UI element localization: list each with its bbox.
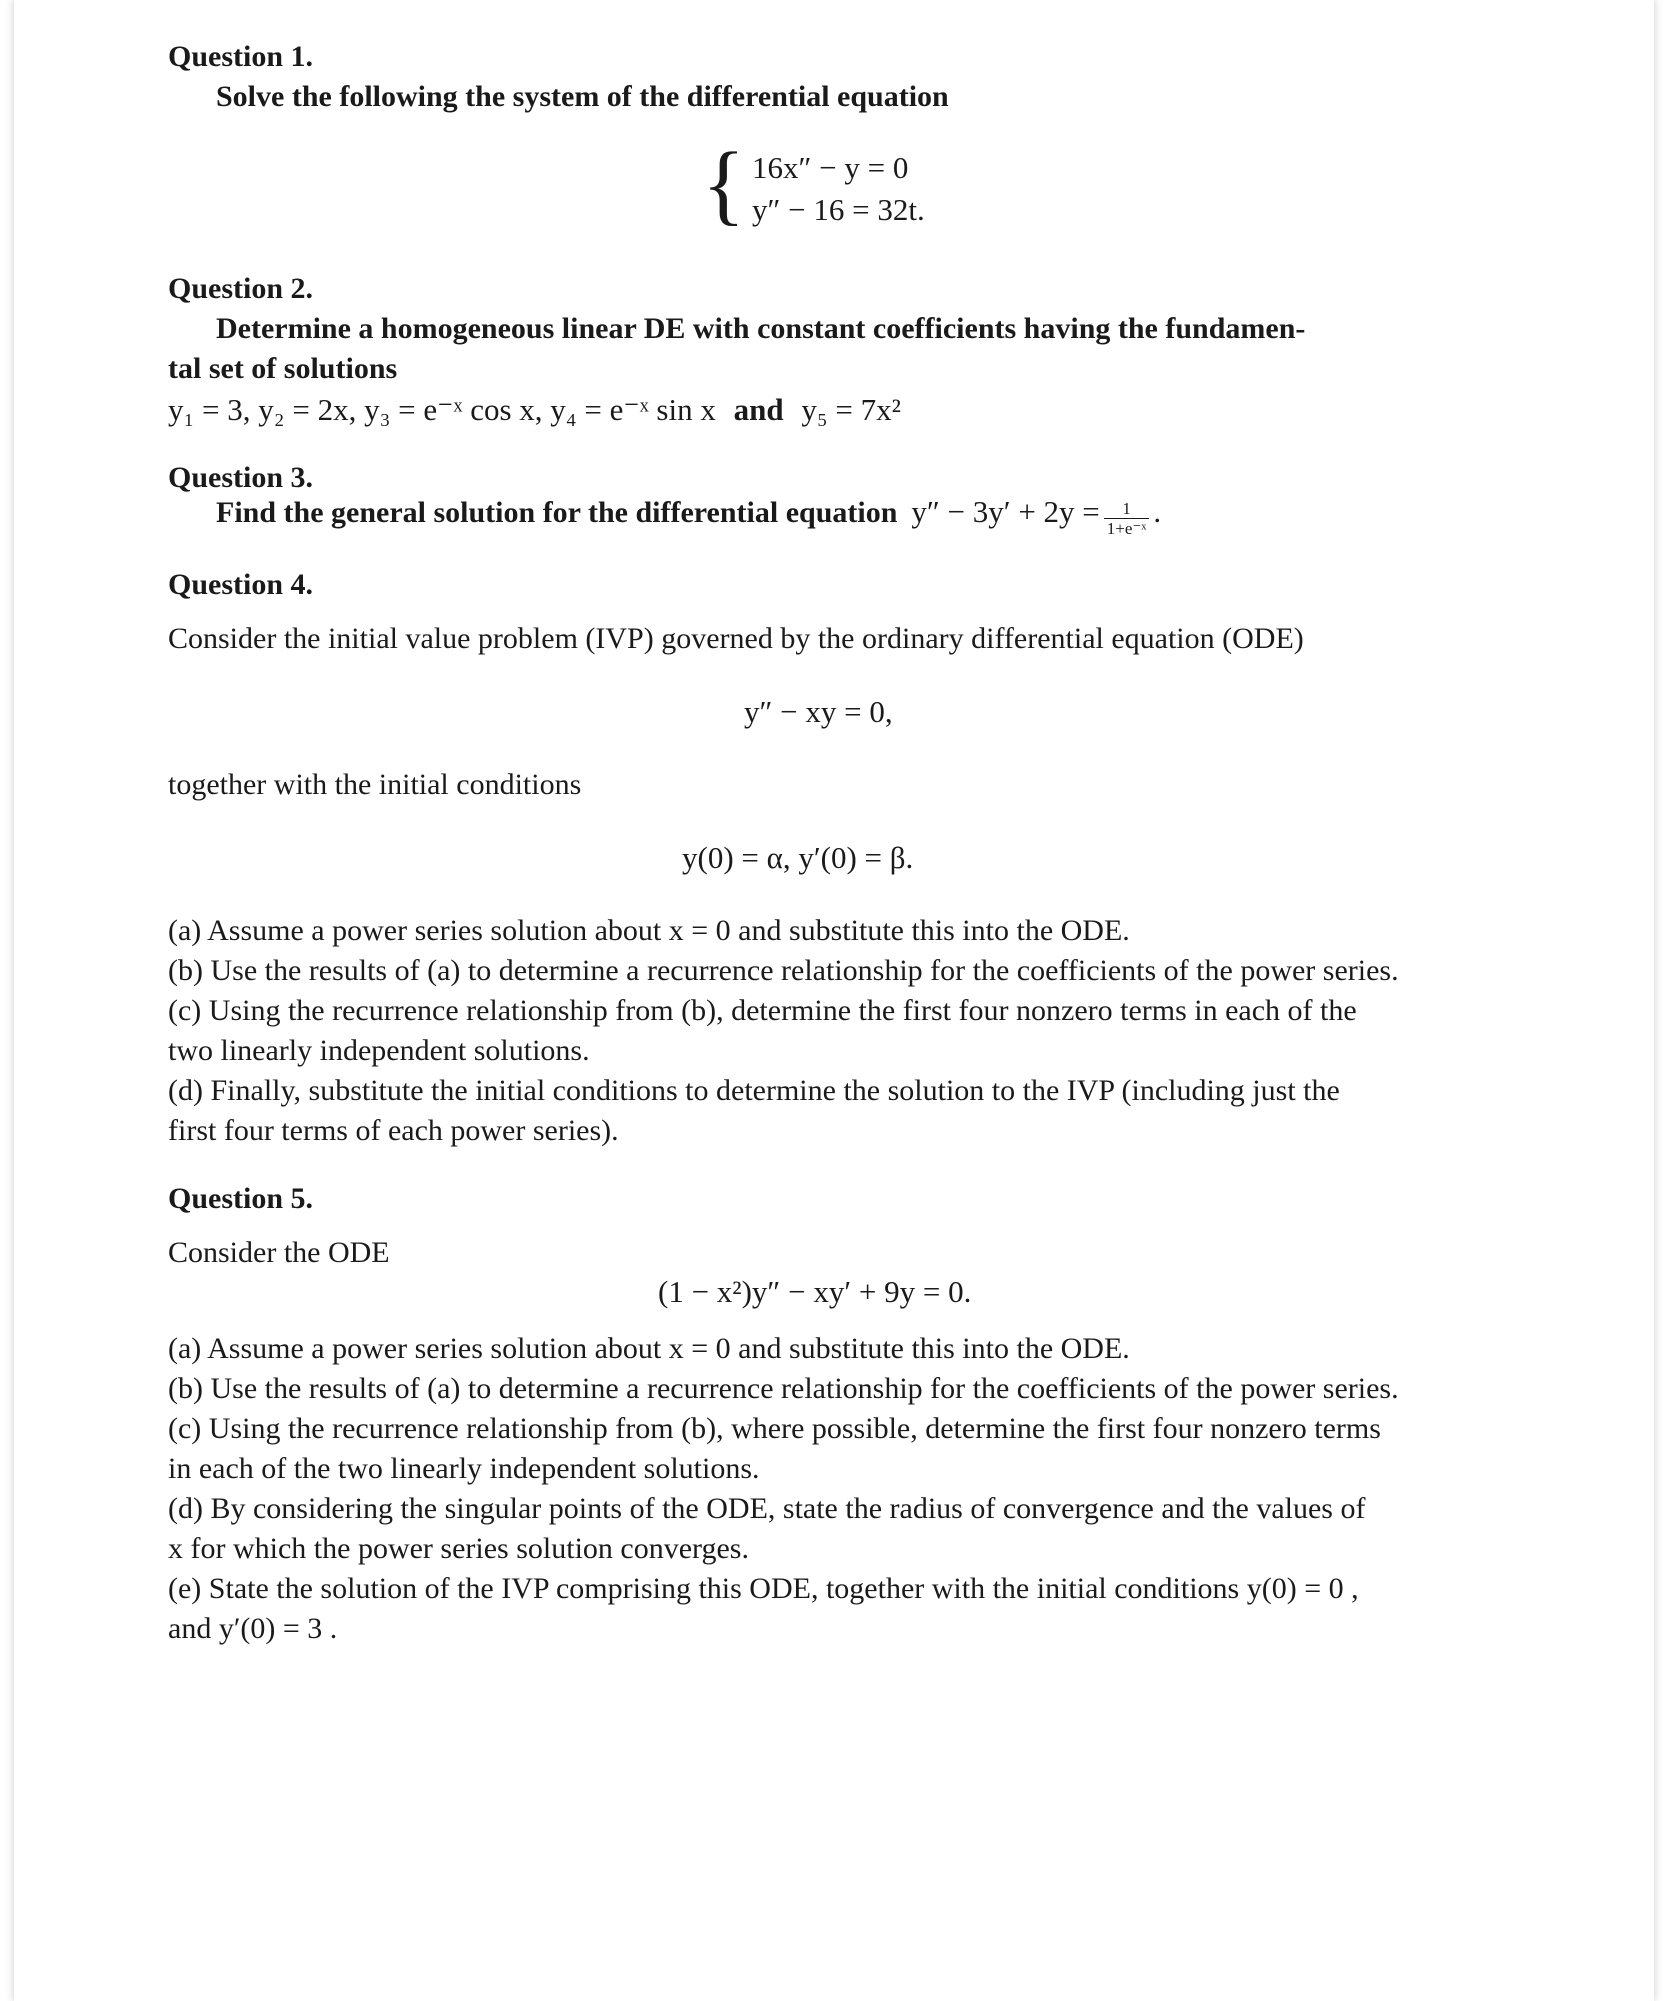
q5-part-e-line1: (e) State the solution of the IVP comprising this ODE, together with the initial conditions y(0) = 0 , (168, 1572, 1359, 1605)
q1-equation-2: y″ − 16 = 32t. (752, 192, 925, 227)
q1-equation-1: 16x″ − y = 0 (752, 150, 909, 185)
q3-heading: Question 3. (168, 461, 314, 494)
q3-line (216, 494, 1161, 538)
q1-prompt: Solve the following the system of the differential equation (216, 80, 949, 113)
q4-initial-conditions: y(0) = α, y′(0) = β. (682, 840, 914, 875)
system-brace: { (702, 135, 746, 234)
document-page (14, 0, 1654, 2001)
q5-part-e-line2: and y′(0) = 3 . (168, 1612, 338, 1645)
q3-frac-numerator: 1 (1104, 499, 1150, 519)
q3-fraction (1104, 499, 1150, 538)
q5-part-c-line1: (c) Using the recurrence relationship from (b), where possible, determine the first four nonzero terms (168, 1412, 1381, 1445)
q2-solutions-b: y₅ = 7x² (801, 392, 901, 427)
q4-together: together with the initial conditions (168, 768, 582, 801)
q3-equation-end: . (1153, 494, 1162, 529)
q3-frac-denominator: 1+e⁻ˣ (1106, 518, 1147, 538)
q4-part-d-line2: first four terms of each power series). (168, 1114, 619, 1147)
q2-prompt-line2: tal set of solutions (168, 352, 398, 385)
q5-intro: Consider the ODE (168, 1236, 390, 1269)
q3-prompt: Find the general solution for the differential equation (216, 496, 898, 529)
q2-prompt-line1: Determine a homogeneous linear DE with constant coefficients having the fundamen- (216, 312, 1306, 345)
q5-heading: Question 5. (168, 1182, 314, 1215)
q4-ode: y″ − xy = 0, (744, 694, 893, 729)
q5-part-d-line2: x for which the power series solution converges. (168, 1532, 749, 1565)
q5-ode: (1 − x²)y″ − xy′ + 9y = 0. (658, 1274, 972, 1309)
q2-heading: Question 2. (168, 272, 314, 305)
q5-part-d-line1: (d) By considering the singular points of the ODE, state the radius of convergence and the values of (168, 1492, 1366, 1525)
q4-heading: Question 4. (168, 568, 314, 601)
q4-part-c-line2: two linearly independent solutions. (168, 1034, 590, 1067)
q2-and-word: and (733, 392, 784, 427)
q5-part-a: (a) Assume a power series solution about x = 0 and substitute this into the ODE. (168, 1332, 1130, 1365)
q5-part-b: (b) Use the results of (a) to determine a recurrence relationship for the coefficients of the power series. (168, 1372, 1399, 1405)
q4-part-a: (a) Assume a power series solution about x = 0 and substitute this into the ODE. (168, 914, 1130, 947)
q5-part-c-line2: in each of the two linearly independent solutions. (168, 1452, 760, 1485)
q3-equation-lhs: y″ − 3y′ + 2y = (911, 494, 1100, 529)
q2-solutions-a: y₁ = 3, y₂ = 2x, y₃ = e⁻ˣ cos x, y₄ = e⁻ˣ sin x (168, 392, 716, 427)
q4-part-c-line1: (c) Using the recurrence relationship from (b), determine the first four nonzero terms in each of the (168, 994, 1357, 1027)
q4-part-b: (b) Use the results of (a) to determine a recurrence relationship for the coefficients of the power series. (168, 954, 1399, 987)
q4-intro: Consider the initial value problem (IVP) governed by the ordinary differential equation (ODE) (168, 622, 1304, 655)
q4-part-d-line1: (d) Finally, substitute the initial conditions to determine the solution to the IVP (including just the (168, 1074, 1340, 1107)
q2-solutions (168, 392, 901, 428)
q1-heading: Question 1. (168, 40, 314, 73)
